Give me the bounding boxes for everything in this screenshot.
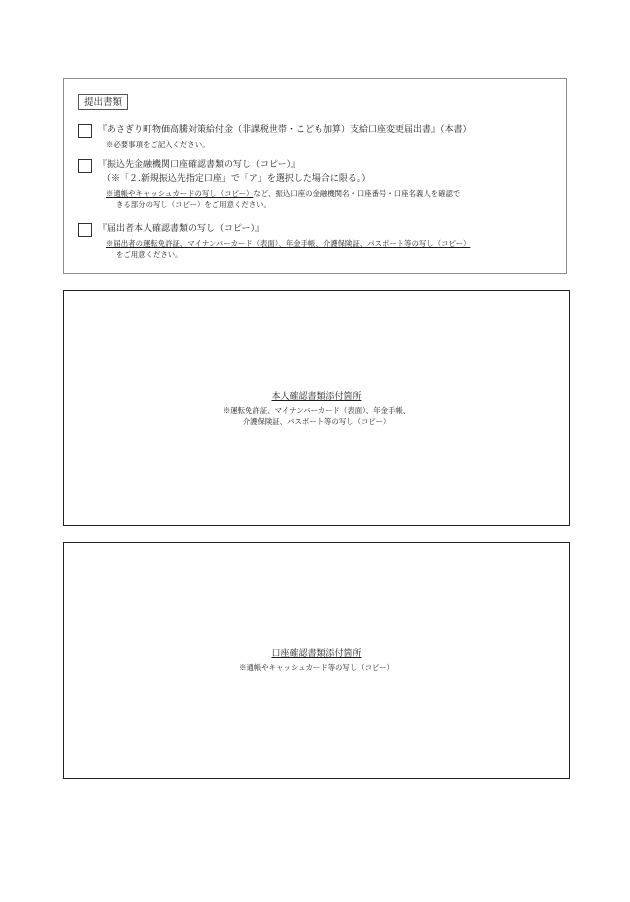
item2-note-line2: きる部分の写し（コピー）をご用意ください。 <box>116 200 271 209</box>
checkbox-bank-document[interactable] <box>78 159 92 173</box>
account-attach-title: 口座確認書類添付箇所 <box>271 649 362 659</box>
item3-title: 『届出者本人確認書類の写し（コピー）』 <box>98 224 265 234</box>
item2-sub: （※「２.新規振込先指定口座」で「ア」を選択した場合に限る。） <box>102 174 371 184</box>
item2-note-underlined: ※通帳やキャッシュカードの写し（コピー） <box>106 189 254 198</box>
identity-attach-area <box>63 290 570 526</box>
identity-attach-note-line2: 介護保険証、パスポート等の写し（コピー） <box>242 417 391 426</box>
item2-note <box>106 188 460 199</box>
account-attach-area <box>63 542 570 779</box>
checkbox-application-form[interactable] <box>78 124 92 138</box>
submission-heading: 提出書類 <box>78 94 128 110</box>
item1-title: 『あさぎり町物価高騰対策給付金（非課税世帯・こども加算）支給口座変更届出書』（本書） <box>98 125 472 135</box>
submission-documents-box <box>63 78 567 274</box>
item3-note <box>106 238 470 249</box>
checkbox-identity-document[interactable] <box>78 223 92 237</box>
account-attach-note: ※通帳やキャッシュカード等の写し（コピー） <box>239 663 394 672</box>
item3-note-line2: をご用意ください。 <box>116 250 183 259</box>
item2-note-rest: など、振込口座の金融機関名・口座番号・口座名義人を確認で <box>253 189 461 198</box>
item1-note: ※必要事項をご記入ください。 <box>106 140 210 149</box>
identity-attach-note-line1: ※運転免許証、マイナンバーカード（表面）、年金手帳、 <box>222 406 411 415</box>
item2-title: 『振込先金融機関口座確認書類の写し（コピー）』 <box>98 160 301 170</box>
identity-attach-title: 本人確認書類添付箇所 <box>271 392 362 402</box>
item3-note-underlined: ※届出者の運転免許証、マイナンバーカード（表面）、年金手帳、介護保険証、パスポート等の写し（コピー） <box>106 239 471 248</box>
